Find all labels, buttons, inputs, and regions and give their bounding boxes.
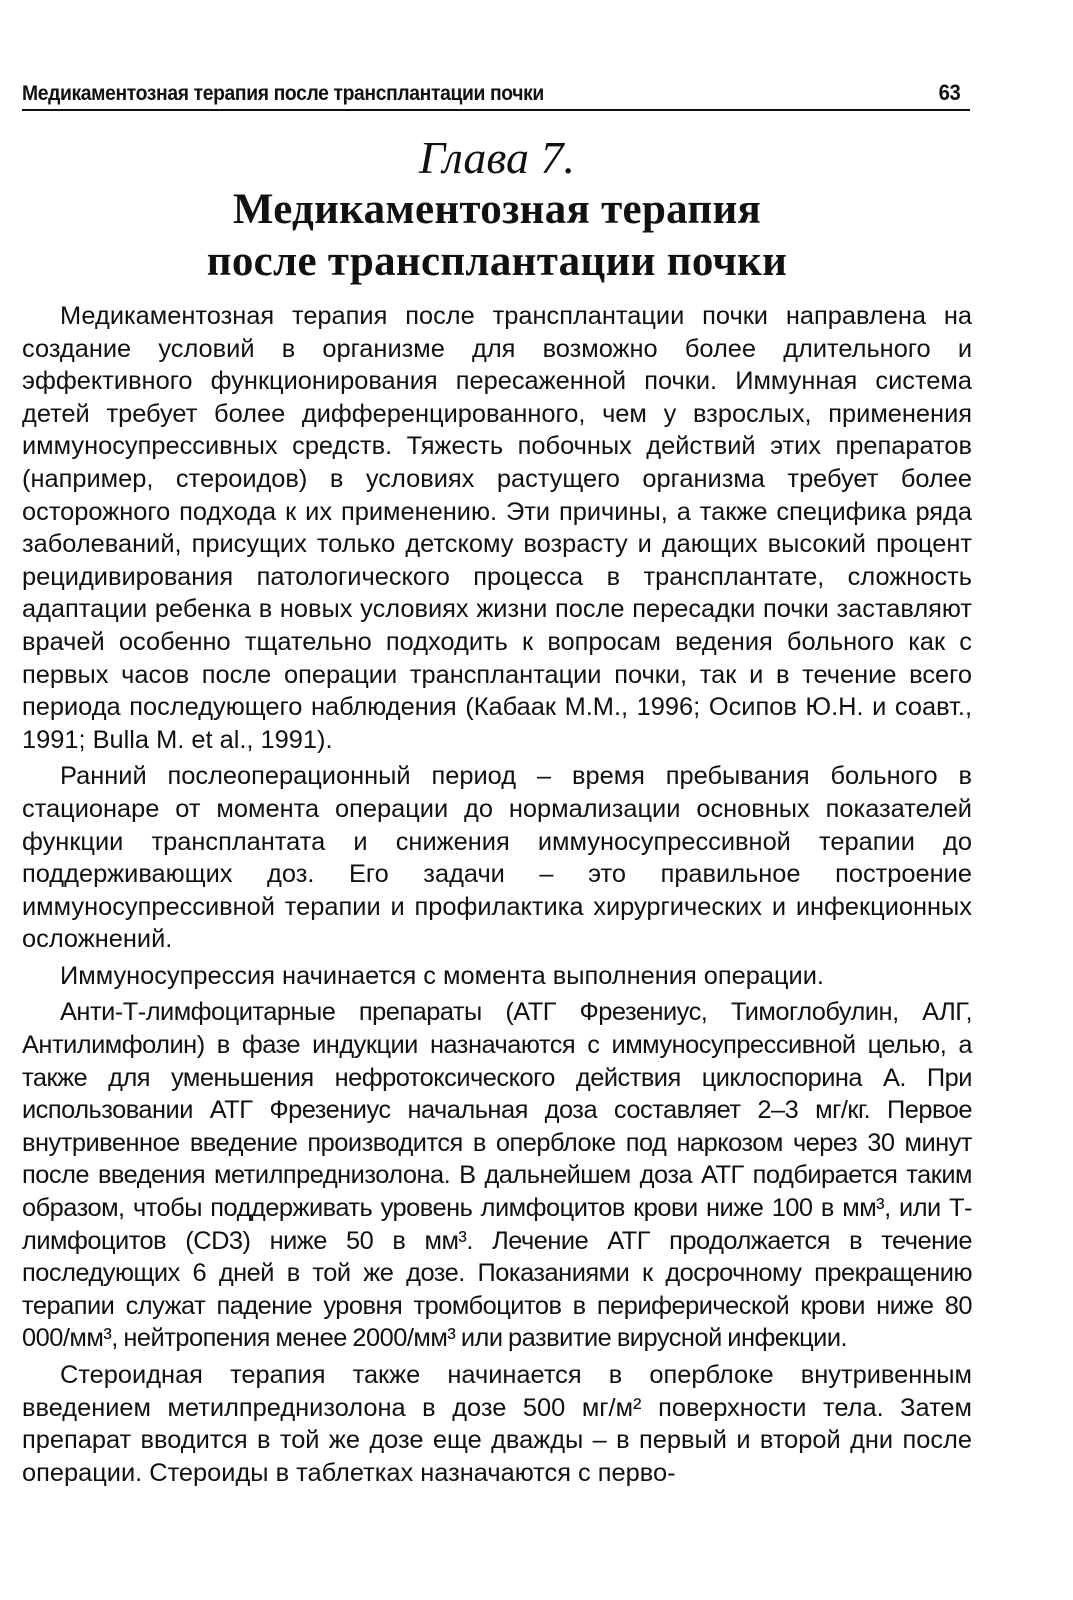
header-divider (22, 109, 970, 111)
page-number: 63 (938, 80, 961, 105)
chapter-title-line-1: Медикаментозная терапия (232, 186, 762, 233)
chapter-title (22, 184, 972, 288)
paragraph: Стероидная терапия также начинается в оперблоке внутривенным введением метилпреднизолона в дозе 500 мг/м² поверхности тела. Затем препарат вводится в той же дозе еще дважды – в первый и второй дни после операции. Стероиды в таблетках назначаются с перво- (22, 1361, 972, 1487)
book-page (22, 0, 972, 1600)
running-title: Медикаментозная терапия после трансплантации почки (22, 82, 544, 105)
paragraph: Анти-Т-лимфоцитарные препараты (АТГ Фрезениус, Тимоглобулин, АЛГ, Антилимфолин) в фазе индукции назначаются с иммуносупрессивной целью, а также для уменьшения нефротоксического действия циклоспорина А. При использовании АТГ Фрезениус начальная доза составляет 2–3 мг/кг. Первое внутривенное введение производится в оперблоке под наркозом через 30 минут после введения метилпреднизолона. В дальнейшем доза АТГ подбирается таким образом, чтобы поддерживать уровень лимфоцитов крови ниже 100 в мм³, или Т-лимфоцитов (CD3) ниже 50 в мм³. Лечение АТГ продолжается в течение последующих 6 дней в той же дозе. Показаниями к досрочному прекращению терапии служат падение уровня тромбоцитов в периферической крови ниже 80 000/мм³, нейтропения менее 2000/мм³ или развитие вирусной инфекции. (22, 998, 972, 1353)
paragraph: Иммуносупрессия начинается с момента выполнения операции. (60, 961, 824, 990)
chapter-title-line-2: после трансплантации почки (206, 238, 788, 285)
chapter-label: Глава 7. (419, 132, 575, 183)
running-header (22, 72, 961, 106)
paragraph: Медикаментозная терапия после трансплантации почки направлена на создание условий в организме для возможно более длительного и эффективного функционирования пересаженной почки. Иммунная система детей требует более дифференцированного, чем у взрослых, применения иммуносупрессивных средств. Тяжесть побочных действий этих препаратов (например, стероидов) в условиях растущего организма требует более осторожного подхода к их применению. Эти причины, а также специфика ряда заболеваний, присущих только детскому возрасту и дающих высокий процент рецидивирования патологического процесса в трансплантате, сложность адаптации ребенка в новых условиях жизни после пересадки почки заставляют врачей особенно тщательно подходить к вопросам ведения больного как с первых часов после операции трансплантации почки, так и в течение всего периода последующего наблюдения (Кабаак М.М., 1996; Осипов Ю.Н. и соавт., 1991; Bulla M. et al., 1991). (22, 302, 972, 754)
paragraph: Ранний послеоперационный период – время пребывания больного в стационаре от момента операции до нормализации основных показателей функции трансплантата и снижения иммуносупрессивной терапии до поддерживающих доз. Его задачи – это правильное построение иммуносупрессивной терапии и профилактика хирургических и инфекционных осложнений. (22, 762, 972, 954)
body-text (22, 300, 972, 1493)
